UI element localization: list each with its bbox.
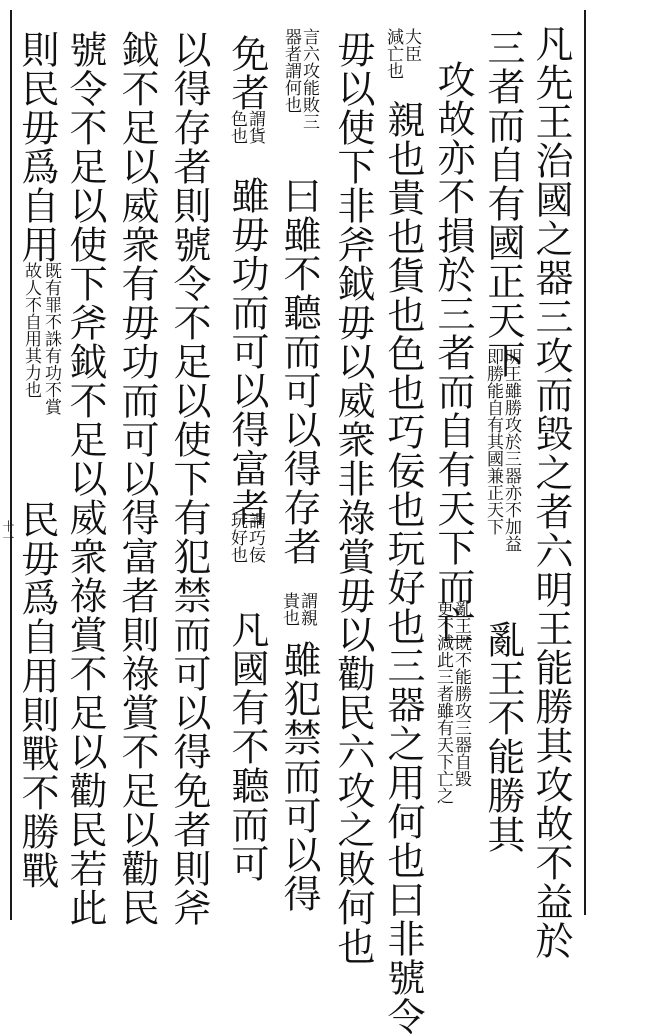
note-column-2b: 更不減此三者雖有天下亡之 [433,600,453,804]
text-column-1: 凡先王治國之器三攻而毀之者六明王能勝其攻故不益於 [529,24,573,960]
text-column-7: 免者 [225,34,269,112]
text-column-3: 攻故亦不損於三者而自有天下而亡 [431,60,475,645]
text-column-8: 以得存者則號令不足以使下有犯禁而可以得免者則斧 [167,30,211,927]
note-column-8a: 既有罪不誅有功不賞 [41,262,61,415]
text-column-5: 毋以使下非斧鉞毋以威衆非祿賞毋以勸民六攻之敗何也 [331,30,375,966]
text-column-2: 三者而自有國正天下 [481,28,525,379]
text-column-7-tail: 凡國有不聽而可 [225,610,269,883]
text-column-6-tail: 雖犯禁而可以得 [277,640,321,913]
note-column-4a: 言六攻能敗三 [299,28,319,130]
note-column-1a: 明王雖勝攻於三器亦不加益 [501,348,521,552]
text-column-11: 則民毋爲自用 [15,30,59,264]
note-column-6a: 謂貨 [245,110,265,144]
note-column-4b: 器者謂何也 [281,28,301,113]
note-column-3a: 大臣 [401,28,421,62]
note-column-5b: 貴也 [279,592,299,626]
text-column-6: 曰雖不聽而可以得存者 [277,176,321,566]
note-column-6b: 色也 [227,110,247,144]
text-column-11-tail: 民毋爲自用則戰不勝戰 [15,500,59,890]
note-column-8b: 故人不自用其力也 [21,262,41,398]
note-column-7a: 謂巧佞 [245,512,265,563]
margin-page-mark: 十一 [1,520,15,544]
note-column-1b: 即勝能自有其國兼正天下 [483,348,503,535]
left-border-rule [10,10,12,920]
note-column-3b: 減亡也 [383,28,403,79]
text-column-9: 鉞不足以威衆有毋功而可以得富者則祿賞不足以勸民 [115,30,159,927]
text-column-2-tail: 亂王不能勝其 [481,620,525,854]
text-column-7-mid: 雖毋功而可以得富者 [225,176,269,527]
right-border-rule [584,10,586,915]
text-column-10: 號令不足以使下斧鉞不足以威衆祿賞不足以勸民若此 [63,30,107,927]
note-column-7b: 玩好也 [227,512,247,563]
text-column-4: 親也貴也貨也色也巧佞也玩好也三器之用何也曰非號令 [381,100,425,1036]
note-column-2a: 亂王既不能勝攻三器自毀 [451,600,471,787]
note-column-5a: 謂親 [297,592,317,626]
